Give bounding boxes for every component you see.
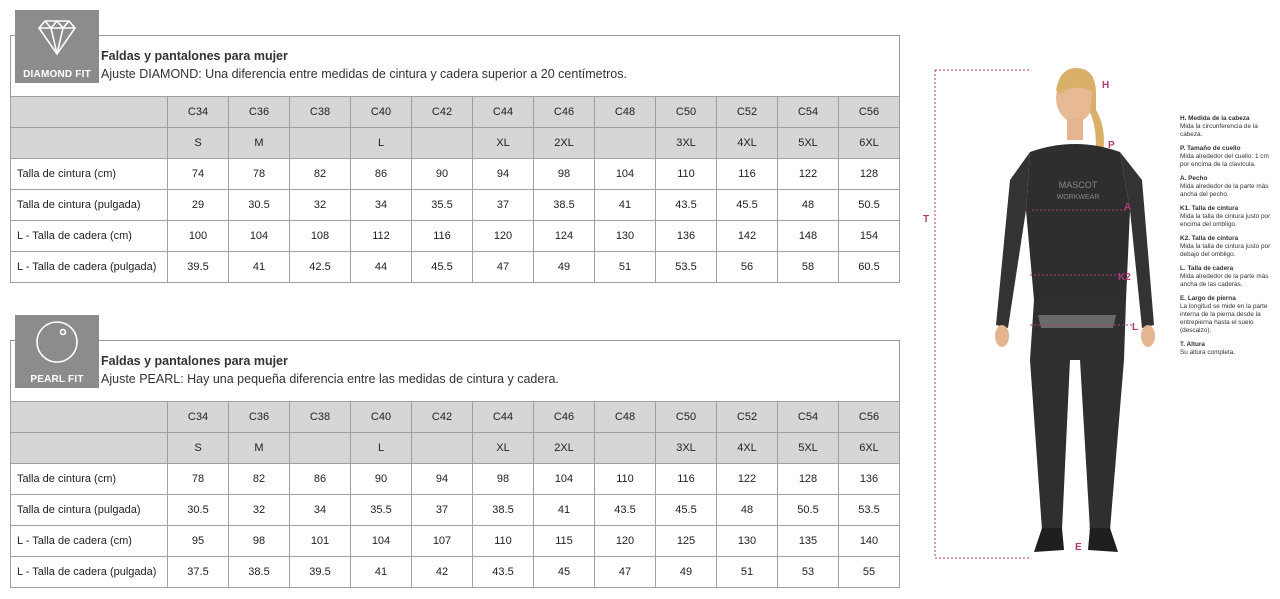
- legend-item-text: Mida alrededor del cuello: 1 cm por encima de la clavícula.: [1180, 153, 1269, 168]
- size-code-cell: C38: [290, 97, 351, 128]
- table-cell: 41: [534, 495, 595, 526]
- letter-size-cell: [290, 128, 351, 159]
- size-code-cell: C52: [717, 97, 778, 128]
- table-cell: 37: [473, 190, 534, 221]
- size-code-cell: C44: [473, 402, 534, 433]
- table-cell: 120: [473, 221, 534, 252]
- size-code-cell: C56: [839, 402, 900, 433]
- table-cell: 53.5: [839, 495, 900, 526]
- table-cell: 39.5: [290, 557, 351, 588]
- empty-cell: [11, 128, 168, 159]
- table-cell: 94: [473, 159, 534, 190]
- letter-size-cell: [595, 128, 656, 159]
- table-cell: 104: [351, 526, 412, 557]
- legend-item-title: H. Medida de la cabeza: [1180, 115, 1250, 122]
- letter-size-cell: [412, 128, 473, 159]
- table-cell: 48: [717, 495, 778, 526]
- marker-t: T: [923, 214, 930, 225]
- table-cell: 110: [595, 464, 656, 495]
- pearl-size-table: [10, 401, 900, 588]
- row-label: L - Talla de cadera (cm): [11, 526, 168, 557]
- legend-item: [1180, 295, 1275, 335]
- table-cell: 45.5: [717, 190, 778, 221]
- table-cell: 128: [839, 159, 900, 190]
- table-cell: 82: [229, 464, 290, 495]
- table-cell: 136: [656, 221, 717, 252]
- table-cell: 104: [595, 159, 656, 190]
- size-code-cell: C46: [534, 97, 595, 128]
- table-cell: 38.5: [229, 557, 290, 588]
- table-row: [11, 526, 900, 557]
- table-cell: 122: [717, 464, 778, 495]
- table-cell: 50.5: [778, 495, 839, 526]
- diamond-icon: [15, 10, 99, 68]
- size-code-cell: C38: [290, 402, 351, 433]
- table-cell: 53.5: [656, 252, 717, 283]
- legend-item-text: Su altura completa.: [1180, 349, 1236, 356]
- table-cell: 95: [168, 526, 229, 557]
- table-cell: 128: [778, 464, 839, 495]
- letter-size-cell: XL: [473, 128, 534, 159]
- table-cell: 42.5: [290, 252, 351, 283]
- table-cell: 49: [656, 557, 717, 588]
- table-cell: 38.5: [534, 190, 595, 221]
- marker-h: H: [1102, 80, 1110, 91]
- table-cell: 37: [412, 495, 473, 526]
- table-cell: 125: [656, 526, 717, 557]
- table-cell: 124: [534, 221, 595, 252]
- pearl-header: [10, 340, 900, 401]
- size-code-cell: C42: [412, 402, 473, 433]
- table-cell: 41: [351, 557, 412, 588]
- table-cell: 116: [717, 159, 778, 190]
- row-label: L - Talla de cadera (pulgada): [11, 557, 168, 588]
- letter-size-cell: L: [351, 128, 412, 159]
- table-cell: 90: [412, 159, 473, 190]
- table-cell: 100: [168, 221, 229, 252]
- legend-item-title: K1. Talla de cintura: [1180, 205, 1239, 212]
- table-cell: 48: [778, 190, 839, 221]
- legend-item-text: Mida alrededor de la parte más ancha de las caderas.: [1180, 273, 1269, 288]
- table-cell: 130: [595, 221, 656, 252]
- size-code-row: [11, 402, 900, 433]
- pearl-title: Faldas y pantalones para mujer: [101, 354, 288, 368]
- table-cell: 90: [351, 464, 412, 495]
- table-cell: 55: [839, 557, 900, 588]
- size-code-cell: C40: [351, 402, 412, 433]
- legend-item: [1180, 265, 1275, 289]
- table-cell: 56: [717, 252, 778, 283]
- legend-item-title: P. Tamaño de cuello: [1180, 145, 1241, 152]
- legend-item: [1180, 145, 1275, 169]
- letter-size-cell: 6XL: [839, 128, 900, 159]
- table-cell: 51: [717, 557, 778, 588]
- letter-size-cell: M: [229, 433, 290, 464]
- legend-item-title: L. Talla de cadera: [1180, 265, 1234, 272]
- table-cell: 34: [351, 190, 412, 221]
- size-code-cell: C40: [351, 97, 412, 128]
- diamond-title: Faldas y pantalones para mujer: [101, 49, 288, 63]
- table-cell: 98: [473, 464, 534, 495]
- row-label: Talla de cintura (cm): [11, 464, 168, 495]
- size-code-cell: C52: [717, 402, 778, 433]
- marker-k2: K2: [1118, 272, 1131, 283]
- table-cell: 29: [168, 190, 229, 221]
- table-cell: 136: [839, 464, 900, 495]
- table-cell: 86: [290, 464, 351, 495]
- letter-size-cell: XL: [473, 433, 534, 464]
- letter-size-cell: 5XL: [778, 433, 839, 464]
- legend-item-text: Mida alrededor de la parte más ancha del pecho.: [1180, 183, 1269, 198]
- table-cell: 115: [534, 526, 595, 557]
- empty-cell: [11, 433, 168, 464]
- row-label: Talla de cintura (cm): [11, 159, 168, 190]
- table-cell: 45.5: [656, 495, 717, 526]
- size-code-cell: C34: [168, 97, 229, 128]
- legend-item-title: T. Altura: [1180, 341, 1205, 348]
- table-row: [11, 159, 900, 190]
- table-cell: 51: [595, 252, 656, 283]
- table-cell: 32: [290, 190, 351, 221]
- table-cell: 41: [229, 252, 290, 283]
- legend-item-title: E. Largo de pierna: [1180, 295, 1236, 302]
- diamond-header: [10, 35, 900, 96]
- size-code-cell: C54: [778, 97, 839, 128]
- size-code-cell: C46: [534, 402, 595, 433]
- legend-item-text: La longitud se mide en la parte interna de la pierna desde la entrepierna hasta el suelo (descalzo).: [1180, 303, 1268, 334]
- letter-size-cell: 3XL: [656, 128, 717, 159]
- table-row: [11, 190, 900, 221]
- letter-size-cell: 4XL: [717, 433, 778, 464]
- table-cell: 140: [839, 526, 900, 557]
- table-cell: 30.5: [168, 495, 229, 526]
- table-cell: 101: [290, 526, 351, 557]
- table-cell: 98: [534, 159, 595, 190]
- table-cell: 35.5: [412, 190, 473, 221]
- letter-size-cell: 3XL: [656, 433, 717, 464]
- table-cell: 35.5: [351, 495, 412, 526]
- table-cell: 142: [717, 221, 778, 252]
- table-cell: 34: [290, 495, 351, 526]
- letter-size-row: [11, 433, 900, 464]
- table-cell: 82: [290, 159, 351, 190]
- table-cell: 112: [351, 221, 412, 252]
- marker-p: P: [1108, 140, 1115, 151]
- table-cell: 32: [229, 495, 290, 526]
- size-code-cell: C34: [168, 402, 229, 433]
- table-cell: 78: [229, 159, 290, 190]
- table-cell: 39.5: [168, 252, 229, 283]
- table-cell: 43.5: [656, 190, 717, 221]
- table-cell: 108: [290, 221, 351, 252]
- legend-item: [1180, 235, 1275, 259]
- table-cell: 107: [412, 526, 473, 557]
- size-code-cell: C54: [778, 402, 839, 433]
- shirt-logo-mascot: MASCOT: [1058, 180, 1098, 190]
- size-code-cell: C56: [839, 97, 900, 128]
- row-label: L - Talla de cadera (cm): [11, 221, 168, 252]
- letter-size-cell: 5XL: [778, 128, 839, 159]
- table-cell: 47: [595, 557, 656, 588]
- pearl-icon: [15, 315, 99, 373]
- table-cell: 74: [168, 159, 229, 190]
- letter-size-cell: 6XL: [839, 433, 900, 464]
- table-cell: 37.5: [168, 557, 229, 588]
- size-code-row: [11, 97, 900, 128]
- diamond-size-table: [10, 96, 900, 283]
- table-cell: 43.5: [595, 495, 656, 526]
- table-row: [11, 252, 900, 283]
- table-cell: 53: [778, 557, 839, 588]
- size-code-cell: C36: [229, 402, 290, 433]
- table-cell: 130: [717, 526, 778, 557]
- row-label: Talla de cintura (pulgada): [11, 495, 168, 526]
- table-cell: 122: [778, 159, 839, 190]
- size-code-cell: C50: [656, 97, 717, 128]
- legend-item: [1180, 175, 1275, 199]
- table-cell: 42: [412, 557, 473, 588]
- letter-size-cell: M: [229, 128, 290, 159]
- table-cell: 49: [534, 252, 595, 283]
- size-code-cell: C36: [229, 97, 290, 128]
- row-label: Talla de cintura (pulgada): [11, 190, 168, 221]
- table-cell: 104: [534, 464, 595, 495]
- table-cell: 148: [778, 221, 839, 252]
- legend-item: [1180, 115, 1275, 139]
- letter-size-cell: 2XL: [534, 128, 595, 159]
- letter-size-cell: S: [168, 128, 229, 159]
- table-cell: 104: [229, 221, 290, 252]
- row-label: L - Talla de cadera (pulgada): [11, 252, 168, 283]
- legend-item: [1180, 205, 1275, 229]
- letter-size-cell: 2XL: [534, 433, 595, 464]
- legend-item-text: Mida la circunferencia de la cabeza.: [1180, 123, 1258, 138]
- pearl-fit-badge: [15, 315, 99, 388]
- table-row: [11, 464, 900, 495]
- size-code-cell: C48: [595, 402, 656, 433]
- size-code-cell: C42: [412, 97, 473, 128]
- letter-size-cell: S: [168, 433, 229, 464]
- table-cell: 120: [595, 526, 656, 557]
- letter-size-cell: [290, 433, 351, 464]
- size-code-cell: C44: [473, 97, 534, 128]
- table-cell: 110: [473, 526, 534, 557]
- marker-a: A: [1124, 202, 1132, 213]
- table-cell: 30.5: [229, 190, 290, 221]
- table-cell: 58: [778, 252, 839, 283]
- letter-size-cell: [595, 433, 656, 464]
- legend-item-text: Mida la talla de cintura justo por debajo del ombligo.: [1180, 243, 1271, 258]
- pearl-badge-label: PEARL FIT: [30, 374, 84, 385]
- letter-size-cell: L: [351, 433, 412, 464]
- table-cell: 154: [839, 221, 900, 252]
- table-cell: 86: [351, 159, 412, 190]
- table-cell: 98: [229, 526, 290, 557]
- letter-size-row: [11, 128, 900, 159]
- table-cell: 44: [351, 252, 412, 283]
- size-code-cell: C48: [595, 97, 656, 128]
- diamond-badge-label: DIAMOND FIT: [23, 69, 91, 80]
- table-cell: 60.5: [839, 252, 900, 283]
- shirt-logo-workwear: WORKWEAR: [1056, 194, 1100, 201]
- legend-item: [1180, 341, 1275, 357]
- table-cell: 110: [656, 159, 717, 190]
- table-cell: 38.5: [473, 495, 534, 526]
- diamond-subtitle: Ajuste DIAMOND: Una diferencia entre medidas de cintura y cadera superior a 20 centímetros.: [101, 67, 627, 81]
- measurement-legend: [1180, 115, 1275, 363]
- table-cell: 116: [656, 464, 717, 495]
- table-cell: 47: [473, 252, 534, 283]
- empty-cell: [11, 402, 168, 433]
- table-row: [11, 221, 900, 252]
- table-cell: 50.5: [839, 190, 900, 221]
- letter-size-cell: 4XL: [717, 128, 778, 159]
- marker-l: L: [1132, 322, 1139, 333]
- legend-item-title: K2. Talla de cintura: [1180, 235, 1239, 242]
- diamond-fit-badge: [15, 10, 99, 83]
- empty-cell: [11, 97, 168, 128]
- table-row: [11, 557, 900, 588]
- pearl-subtitle: Ajuste PEARL: Hay una pequeña diferencia entre las medidas de cintura y cadera.: [101, 372, 559, 386]
- table-cell: 116: [412, 221, 473, 252]
- table-cell: 94: [412, 464, 473, 495]
- letter-size-cell: [412, 433, 473, 464]
- table-cell: 43.5: [473, 557, 534, 588]
- table-cell: 135: [778, 526, 839, 557]
- table-cell: 78: [168, 464, 229, 495]
- table-cell: 45: [534, 557, 595, 588]
- legend-item-title: A. Pecho: [1180, 175, 1208, 182]
- table-cell: 41: [595, 190, 656, 221]
- table-cell: 45.5: [412, 252, 473, 283]
- size-code-cell: C50: [656, 402, 717, 433]
- legend-item-text: Mida la talla de cintura justo por encima del ombligo.: [1180, 213, 1271, 228]
- table-row: [11, 495, 900, 526]
- marker-e: E: [1075, 542, 1082, 553]
